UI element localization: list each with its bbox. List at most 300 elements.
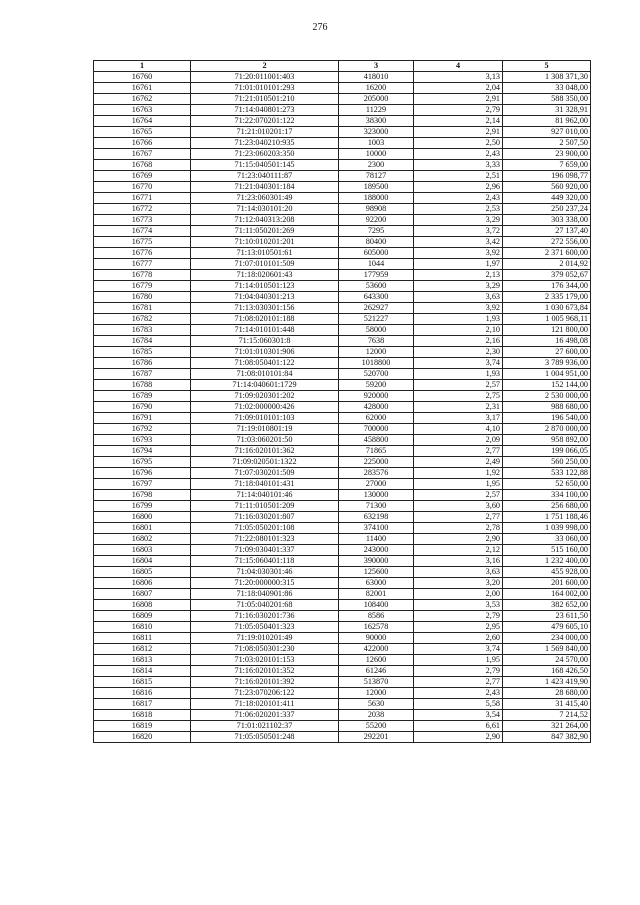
cadastral-number-cell: 71:07:030201:509 (191, 468, 339, 479)
area-cell: 632198 (339, 512, 414, 523)
value-cell: 1 039 998,00 (503, 523, 591, 534)
row-number-cell: 16801 (94, 523, 191, 534)
area-cell: 12000 (339, 688, 414, 699)
row-number-cell: 16802 (94, 534, 191, 545)
coefficient-cell: 2,96 (414, 182, 503, 193)
coefficient-cell: 2,16 (414, 336, 503, 347)
table-body (94, 72, 591, 743)
area-cell: 7295 (339, 226, 414, 237)
table-row (94, 534, 591, 545)
coefficient-cell: 2,79 (414, 105, 503, 116)
table-row (94, 402, 591, 413)
coefficient-cell: 1,97 (414, 259, 503, 270)
table-row (94, 468, 591, 479)
coefficient-cell: 2,91 (414, 127, 503, 138)
cadastral-value-table (93, 60, 591, 743)
value-cell: 176 344,00 (503, 281, 591, 292)
coefficient-cell: 2,13 (414, 270, 503, 281)
cadastral-number-cell: 71:05:050201:108 (191, 523, 339, 534)
row-number-cell: 16818 (94, 710, 191, 721)
value-cell: 1 308 371,30 (503, 72, 591, 83)
value-cell: 23 611,50 (503, 611, 591, 622)
coefficient-cell: 2,50 (414, 138, 503, 149)
cadastral-number-cell: 71:23:070206:122 (191, 688, 339, 699)
coefficient-cell: 2,78 (414, 523, 503, 534)
row-number-cell: 16806 (94, 578, 191, 589)
cadastral-number-cell: 71:08:020101:188 (191, 314, 339, 325)
cadastral-number-cell: 71:16:020101:392 (191, 677, 339, 688)
column-header: 1 (94, 61, 191, 72)
area-cell: 7638 (339, 336, 414, 347)
cadastral-number-cell: 71:05:040201:68 (191, 600, 339, 611)
area-cell: 1044 (339, 259, 414, 270)
row-number-cell: 16791 (94, 413, 191, 424)
cadastral-number-cell: 71:14:040101:46 (191, 490, 339, 501)
row-number-cell: 16780 (94, 292, 191, 303)
area-cell: 920000 (339, 391, 414, 402)
area-cell: 10000 (339, 149, 414, 160)
row-number-cell: 16775 (94, 237, 191, 248)
table-row (94, 677, 591, 688)
row-number-cell: 16786 (94, 358, 191, 369)
cadastral-number-cell: 71:22:070201:122 (191, 116, 339, 127)
area-cell: 2038 (339, 710, 414, 721)
table-row (94, 644, 591, 655)
area-cell: 62000 (339, 413, 414, 424)
coefficient-cell: 2,00 (414, 589, 503, 600)
cadastral-number-cell: 71:20:000000:315 (191, 578, 339, 589)
coefficient-cell: 3,74 (414, 644, 503, 655)
table-row (94, 578, 591, 589)
area-cell: 16200 (339, 83, 414, 94)
table-row (94, 336, 591, 347)
value-cell: 27 600,00 (503, 347, 591, 358)
coefficient-cell: 3,72 (414, 226, 503, 237)
cadastral-number-cell: 71:21:040301:184 (191, 182, 339, 193)
cadastral-number-cell: 71:20:011001:403 (191, 72, 339, 83)
cadastral-number-cell: 71:14:010501:123 (191, 281, 339, 292)
area-cell: 189500 (339, 182, 414, 193)
cadastral-number-cell: 71:16:020101:362 (191, 446, 339, 457)
area-cell: 292201 (339, 732, 414, 743)
value-cell: 334 100,00 (503, 490, 591, 501)
cadastral-number-cell: 71:09:010101:103 (191, 413, 339, 424)
value-cell: 272 556,00 (503, 237, 591, 248)
area-cell: 418010 (339, 72, 414, 83)
value-cell: 33 048,00 (503, 83, 591, 94)
row-number-cell: 16811 (94, 633, 191, 644)
table-row (94, 501, 591, 512)
coefficient-cell: 2,90 (414, 534, 503, 545)
area-cell: 92200 (339, 215, 414, 226)
value-cell: 7 214,52 (503, 710, 591, 721)
row-number-cell: 16784 (94, 336, 191, 347)
row-number-cell: 16774 (94, 226, 191, 237)
coefficient-cell: 2,90 (414, 732, 503, 743)
table-row (94, 182, 591, 193)
row-number-cell: 16782 (94, 314, 191, 325)
cadastral-number-cell: 71:02:000000:426 (191, 402, 339, 413)
coefficient-cell: 3,33 (414, 160, 503, 171)
value-cell: 2 371 600,00 (503, 248, 591, 259)
area-cell: 63000 (339, 578, 414, 589)
value-cell: 23 900,00 (503, 149, 591, 160)
row-number-cell: 16809 (94, 611, 191, 622)
coefficient-cell: 1,95 (414, 479, 503, 490)
value-cell: 33 060,00 (503, 534, 591, 545)
cadastral-number-cell: 71:14:040801:273 (191, 105, 339, 116)
coefficient-cell: 1,95 (414, 655, 503, 666)
cadastral-number-cell: 71:03:060201:50 (191, 435, 339, 446)
coefficient-cell: 3,20 (414, 578, 503, 589)
coefficient-cell: 5,58 (414, 699, 503, 710)
cadastral-number-cell: 71:14:030101:20 (191, 204, 339, 215)
table-row (94, 523, 591, 534)
cadastral-number-cell: 71:23:060203:350 (191, 149, 339, 160)
table-row (94, 94, 591, 105)
cadastral-number-cell: 71:04:030301:46 (191, 567, 339, 578)
value-cell: 2 870 000,00 (503, 424, 591, 435)
area-cell: 98908 (339, 204, 414, 215)
value-cell: 560 250,00 (503, 457, 591, 468)
table-row (94, 589, 591, 600)
value-cell: 1 751 188,46 (503, 512, 591, 523)
coefficient-cell: 3,17 (414, 413, 503, 424)
value-cell: 256 680,00 (503, 501, 591, 512)
coefficient-cell: 3,63 (414, 292, 503, 303)
area-cell: 243000 (339, 545, 414, 556)
table-row (94, 105, 591, 116)
row-number-cell: 16816 (94, 688, 191, 699)
value-cell: 2 014,92 (503, 259, 591, 270)
column-header: 5 (503, 61, 591, 72)
area-cell: 5630 (339, 699, 414, 710)
row-number-cell: 16766 (94, 138, 191, 149)
coefficient-cell: 2,14 (414, 116, 503, 127)
table-row (94, 281, 591, 292)
page-number: 276 (312, 22, 328, 33)
cadastral-number-cell: 71:01:021102:37 (191, 721, 339, 732)
cadastral-number-cell: 71:15:060301:8 (191, 336, 339, 347)
row-number-cell: 16807 (94, 589, 191, 600)
row-number-cell: 16799 (94, 501, 191, 512)
value-cell: 2 530 000,00 (503, 391, 591, 402)
table-row (94, 655, 591, 666)
table-row (94, 732, 591, 743)
row-number-cell: 16773 (94, 215, 191, 226)
table-row (94, 457, 591, 468)
row-number-cell: 16819 (94, 721, 191, 732)
cadastral-number-cell: 71:23:040210:935 (191, 138, 339, 149)
cadastral-number-cell: 71:06:020201:337 (191, 710, 339, 721)
coefficient-cell: 2,51 (414, 171, 503, 182)
row-number-cell: 16793 (94, 435, 191, 446)
row-number-cell: 16779 (94, 281, 191, 292)
cadastral-number-cell: 71:13:010501:61 (191, 248, 339, 259)
coefficient-cell: 2,91 (414, 94, 503, 105)
row-number-cell: 16795 (94, 457, 191, 468)
table-row (94, 688, 591, 699)
coefficient-cell: 1,93 (414, 314, 503, 325)
row-number-cell: 16794 (94, 446, 191, 457)
area-cell: 458800 (339, 435, 414, 446)
value-cell: 31 328,91 (503, 105, 591, 116)
area-cell: 55200 (339, 721, 414, 732)
coefficient-cell: 2,30 (414, 347, 503, 358)
value-cell: 152 144,00 (503, 380, 591, 391)
value-cell: 1 005 968,11 (503, 314, 591, 325)
value-cell: 121 800,00 (503, 325, 591, 336)
coefficient-cell: 2,75 (414, 391, 503, 402)
area-cell: 1003 (339, 138, 414, 149)
table-row (94, 325, 591, 336)
coefficient-cell: 1,93 (414, 369, 503, 380)
coefficient-cell: 3,74 (414, 358, 503, 369)
table-row (94, 270, 591, 281)
cadastral-number-cell: 71:10:010201:201 (191, 237, 339, 248)
cadastral-number-cell: 71:18:020101:411 (191, 699, 339, 710)
row-number-cell: 16792 (94, 424, 191, 435)
table-row (94, 248, 591, 259)
row-number-cell: 16762 (94, 94, 191, 105)
cadastral-number-cell: 71:14:010101:448 (191, 325, 339, 336)
table-row (94, 171, 591, 182)
area-cell: 422000 (339, 644, 414, 655)
area-cell: 61246 (339, 666, 414, 677)
row-number-cell: 16798 (94, 490, 191, 501)
row-number-cell: 16760 (94, 72, 191, 83)
table-row (94, 83, 591, 94)
value-cell: 2 507,50 (503, 138, 591, 149)
row-number-cell: 16764 (94, 116, 191, 127)
cadastral-number-cell: 71:09:020301:202 (191, 391, 339, 402)
area-cell: 262927 (339, 303, 414, 314)
coefficient-cell: 1,92 (414, 468, 503, 479)
row-number-cell: 16804 (94, 556, 191, 567)
coefficient-cell: 2,77 (414, 512, 503, 523)
table-row (94, 380, 591, 391)
row-number-cell: 16796 (94, 468, 191, 479)
cadastral-number-cell: 71:15:040501:145 (191, 160, 339, 171)
cadastral-number-cell: 71:13:030301:156 (191, 303, 339, 314)
row-number-cell: 16789 (94, 391, 191, 402)
area-cell: 130000 (339, 490, 414, 501)
value-cell: 16 498,08 (503, 336, 591, 347)
value-cell: 196 540,00 (503, 413, 591, 424)
table-row (94, 512, 591, 523)
row-number-cell: 16770 (94, 182, 191, 193)
table-row (94, 556, 591, 567)
cadastral-number-cell: 71:18:040901:86 (191, 589, 339, 600)
table-row (94, 314, 591, 325)
coefficient-cell: 3,13 (414, 72, 503, 83)
coefficient-cell: 2,57 (414, 380, 503, 391)
coefficient-cell: 2,77 (414, 677, 503, 688)
row-number-cell: 16790 (94, 402, 191, 413)
row-number-cell: 16785 (94, 347, 191, 358)
area-cell: 38300 (339, 116, 414, 127)
column-header: 3 (339, 61, 414, 72)
cadastral-number-cell: 71:21:010501:210 (191, 94, 339, 105)
coefficient-cell: 2,77 (414, 446, 503, 457)
row-number-cell: 16814 (94, 666, 191, 677)
value-cell: 1 030 673,84 (503, 303, 591, 314)
coefficient-cell: 2,12 (414, 545, 503, 556)
cadastral-number-cell: 71:05:050501:248 (191, 732, 339, 743)
area-cell: 59200 (339, 380, 414, 391)
table-row (94, 259, 591, 270)
area-cell: 283576 (339, 468, 414, 479)
cadastral-number-cell: 71:22:080101:323 (191, 534, 339, 545)
coefficient-cell: 3,60 (414, 501, 503, 512)
area-cell: 374100 (339, 523, 414, 534)
row-number-cell: 16788 (94, 380, 191, 391)
area-cell: 108400 (339, 600, 414, 611)
cadastral-number-cell: 71:08:050401:122 (191, 358, 339, 369)
cadastral-number-cell: 71:19:010801:19 (191, 424, 339, 435)
table-row (94, 567, 591, 578)
area-cell: 12600 (339, 655, 414, 666)
value-cell: 847 382,90 (503, 732, 591, 743)
coefficient-cell: 3,92 (414, 303, 503, 314)
value-cell: 168 426,50 (503, 666, 591, 677)
value-cell: 1 232 400,00 (503, 556, 591, 567)
table-row (94, 490, 591, 501)
area-cell: 8586 (339, 611, 414, 622)
cadastral-number-cell: 71:23:040111:87 (191, 171, 339, 182)
table-row (94, 215, 591, 226)
coefficient-cell: 3,54 (414, 710, 503, 721)
row-number-cell: 16767 (94, 149, 191, 160)
table-row (94, 116, 591, 127)
value-cell: 7 659,00 (503, 160, 591, 171)
area-cell: 90000 (339, 633, 414, 644)
value-cell: 27 137,40 (503, 226, 591, 237)
cadastral-number-cell: 71:01:010301:906 (191, 347, 339, 358)
table-row (94, 721, 591, 732)
table-row (94, 424, 591, 435)
coefficient-cell: 6,61 (414, 721, 503, 732)
row-number-cell: 16765 (94, 127, 191, 138)
area-cell: 71300 (339, 501, 414, 512)
table-row (94, 347, 591, 358)
value-cell: 927 010,00 (503, 127, 591, 138)
coefficient-cell: 2,53 (414, 204, 503, 215)
cadastral-number-cell: 71:08:010101:84 (191, 369, 339, 380)
area-cell: 27000 (339, 479, 414, 490)
header-row (94, 61, 591, 72)
column-header: 2 (191, 61, 339, 72)
table-row (94, 237, 591, 248)
cadastral-number-cell: 71:04:040301:213 (191, 292, 339, 303)
table-row (94, 699, 591, 710)
row-number-cell: 16800 (94, 512, 191, 523)
coefficient-cell: 2,95 (414, 622, 503, 633)
row-number-cell: 16776 (94, 248, 191, 259)
row-number-cell: 16810 (94, 622, 191, 633)
value-cell: 31 415,40 (503, 699, 591, 710)
area-cell: 71865 (339, 446, 414, 457)
coefficient-cell: 2,60 (414, 633, 503, 644)
cadastral-number-cell: 71:12:040313:208 (191, 215, 339, 226)
area-cell: 125600 (339, 567, 414, 578)
coefficient-cell: 2,09 (414, 435, 503, 446)
area-cell: 58000 (339, 325, 414, 336)
coefficient-cell: 3,29 (414, 281, 503, 292)
area-cell: 78127 (339, 171, 414, 182)
area-cell: 323000 (339, 127, 414, 138)
coefficient-cell: 2,57 (414, 490, 503, 501)
coefficient-cell: 2,43 (414, 149, 503, 160)
value-cell: 533 122,88 (503, 468, 591, 479)
row-number-cell: 16808 (94, 600, 191, 611)
area-cell: 2300 (339, 160, 414, 171)
area-cell: 520700 (339, 369, 414, 380)
value-cell: 588 350,00 (503, 94, 591, 105)
value-cell: 24 570,00 (503, 655, 591, 666)
area-cell: 428000 (339, 402, 414, 413)
table-row (94, 226, 591, 237)
cadastral-number-cell: 71:16:020101:352 (191, 666, 339, 677)
row-number-cell: 16763 (94, 105, 191, 116)
area-cell: 513870 (339, 677, 414, 688)
area-cell: 11229 (339, 105, 414, 116)
area-cell: 700000 (339, 424, 414, 435)
area-cell: 177959 (339, 270, 414, 281)
value-cell: 234 000,00 (503, 633, 591, 644)
cadastral-number-cell: 71:16:030201:807 (191, 512, 339, 523)
row-number-cell: 16768 (94, 160, 191, 171)
value-cell: 321 264,00 (503, 721, 591, 732)
cadastral-number-cell: 71:03:020101:153 (191, 655, 339, 666)
table-row (94, 391, 591, 402)
area-cell: 80400 (339, 237, 414, 248)
value-cell: 479 605,10 (503, 622, 591, 633)
row-number-cell: 16815 (94, 677, 191, 688)
row-number-cell: 16772 (94, 204, 191, 215)
value-cell: 560 920,00 (503, 182, 591, 193)
row-number-cell: 16781 (94, 303, 191, 314)
coefficient-cell: 2,10 (414, 325, 503, 336)
cadastral-number-cell: 71:19:010201:49 (191, 633, 339, 644)
value-cell: 201 600,00 (503, 578, 591, 589)
value-cell: 958 892,00 (503, 435, 591, 446)
cadastral-number-cell: 71:18:040101:431 (191, 479, 339, 490)
cadastral-number-cell: 71:09:020501:1322 (191, 457, 339, 468)
value-cell: 81 962,00 (503, 116, 591, 127)
cadastral-number-cell: 71:11:010501:209 (191, 501, 339, 512)
area-cell: 205000 (339, 94, 414, 105)
table-row (94, 138, 591, 149)
row-number-cell: 16778 (94, 270, 191, 281)
value-cell: 1 423 419,90 (503, 677, 591, 688)
area-cell: 225000 (339, 457, 414, 468)
row-number-cell: 16813 (94, 655, 191, 666)
value-cell: 988 680,00 (503, 402, 591, 413)
column-header: 4 (414, 61, 503, 72)
table-row (94, 600, 591, 611)
value-cell: 2 335 179,00 (503, 292, 591, 303)
coefficient-cell: 3,53 (414, 600, 503, 611)
area-cell: 82001 (339, 589, 414, 600)
area-cell: 162578 (339, 622, 414, 633)
table-row (94, 72, 591, 83)
table-row (94, 611, 591, 622)
coefficient-cell: 2,31 (414, 402, 503, 413)
row-number-cell: 16769 (94, 171, 191, 182)
table-row (94, 633, 591, 644)
value-cell: 196 098,77 (503, 171, 591, 182)
